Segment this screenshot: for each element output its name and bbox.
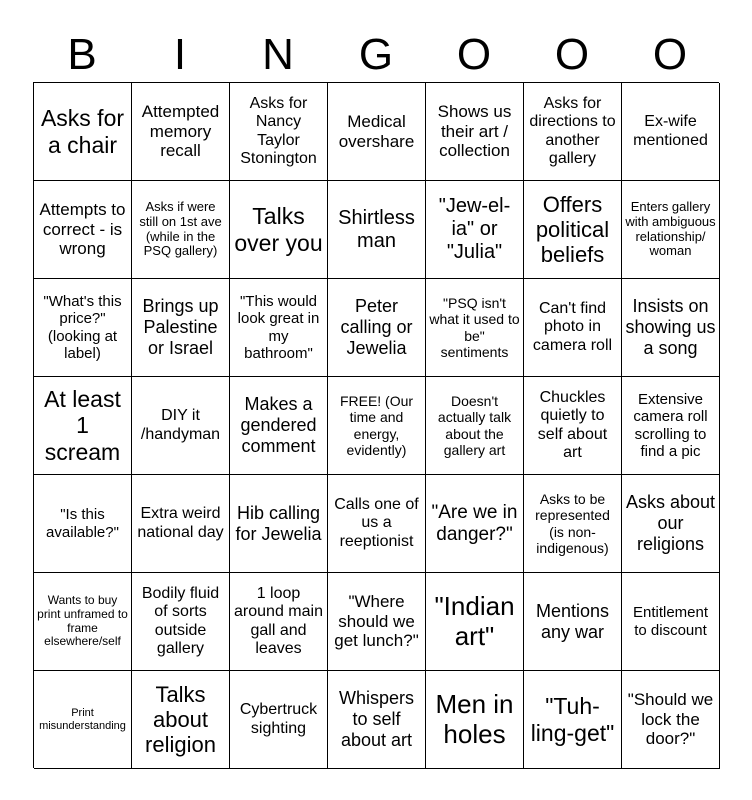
bingo-cell[interactable] <box>230 83 328 181</box>
bingo-cell[interactable] <box>328 573 426 671</box>
bingo-cell-text: Brings up Palestine or Israel <box>142 296 219 358</box>
bingo-cell[interactable] <box>328 83 426 181</box>
bingo-cell-text: Talks about religion <box>145 681 216 758</box>
bingo-cell-text: Asks about our religions <box>625 492 716 554</box>
bingo-cell[interactable] <box>622 83 720 181</box>
bingo-cell[interactable] <box>230 671 328 769</box>
bingo-cell-text: Mentions any war <box>535 600 610 642</box>
bingo-cell[interactable] <box>426 475 524 573</box>
bingo-cell-text: Hib calling for Jewelia <box>235 502 322 544</box>
bingo-cell[interactable] <box>230 377 328 475</box>
bingo-cell-text: Medical overshare <box>338 111 415 151</box>
bingo-cell-text: Shirtless man <box>338 206 415 252</box>
bingo-cell[interactable] <box>622 475 720 573</box>
bingo-cell[interactable] <box>230 573 328 671</box>
bingo-cell-text: "Indian art" <box>434 590 515 651</box>
bingo-grid <box>33 82 719 768</box>
bingo-cell[interactable] <box>328 475 426 573</box>
bingo-cell-text: Extra weird national day <box>137 505 224 541</box>
header-letter-1: B <box>67 30 97 79</box>
bingo-cell[interactable] <box>328 377 426 475</box>
bingo-cell[interactable] <box>622 377 720 475</box>
bingo-cell[interactable] <box>524 279 622 377</box>
bingo-cell[interactable] <box>328 279 426 377</box>
bingo-cell-text: "What's this price?" (looking at label) <box>43 293 122 362</box>
bingo-cell-text: Shows us their art / collection <box>437 102 512 161</box>
bingo-cell[interactable] <box>34 671 132 769</box>
bingo-cell-text: "Where should we get lunch?" <box>334 592 419 651</box>
bingo-cell-text: At least 1 scream <box>44 385 121 465</box>
bingo-cell[interactable] <box>230 279 328 377</box>
bingo-cell-text: Attempted memory recall <box>141 102 220 161</box>
bingo-cell[interactable] <box>132 279 230 377</box>
bingo-cell-text: FREE! (Our time and energy, evidently) <box>339 393 414 458</box>
bingo-cell[interactable] <box>34 83 132 181</box>
bingo-cell-text: Whispers to self about art <box>338 688 414 750</box>
bingo-cell-text: Asks for Nancy Taylor Stonington <box>240 94 317 167</box>
bingo-cell-text: Wants to buy print unframed to frame elsewhere/self <box>37 592 128 649</box>
bingo-cell-text: Talks over you <box>234 203 323 256</box>
header-letter-5: O <box>456 30 492 79</box>
bingo-cell-text: Makes a gendered comment <box>240 394 317 456</box>
bingo-cell[interactable] <box>34 279 132 377</box>
bingo-cell-text: Extensive camera roll scrolling to find a pic <box>633 391 708 460</box>
bingo-cell[interactable] <box>524 573 622 671</box>
bingo-cell-text: "PSQ isn't what it used to be" sentiments <box>429 295 520 360</box>
bingo-cell-text: "Should we lock the door?" <box>627 690 714 749</box>
bingo-cell-text: Bodily fluid of sorts outside gallery <box>141 584 220 657</box>
bingo-cell-text: Insists on showing us a song <box>625 296 716 358</box>
bingo-cell-text: Men in holes <box>435 688 514 749</box>
bingo-header <box>33 28 719 82</box>
bingo-cell-text: Peter calling or Jewelia <box>340 296 413 358</box>
bingo-cell[interactable] <box>132 181 230 279</box>
bingo-cell-text: Offers political beliefs <box>535 191 610 268</box>
bingo-cell[interactable] <box>230 475 328 573</box>
bingo-cell-text: DIY it /handyman <box>140 407 221 443</box>
bingo-cell[interactable] <box>426 83 524 181</box>
bingo-cell-text: "Tuh-ling-get" <box>530 693 615 746</box>
bingo-cell[interactable] <box>622 279 720 377</box>
bingo-cell-text: Attempts to correct - is wrong <box>39 200 126 259</box>
bingo-cell-text: Ex-wife mentioned <box>633 113 708 149</box>
bingo-cell[interactable] <box>622 181 720 279</box>
bingo-cell[interactable] <box>132 671 230 769</box>
bingo-cell-text: Entitlement to discount <box>632 604 709 639</box>
header-letter-4: G <box>358 30 394 79</box>
bingo-cell-text: Asks for directions to another gallery <box>529 94 616 167</box>
bingo-cell[interactable] <box>622 573 720 671</box>
bingo-cell[interactable] <box>426 671 524 769</box>
bingo-cell[interactable] <box>524 377 622 475</box>
bingo-cell[interactable] <box>524 181 622 279</box>
bingo-cell[interactable] <box>426 573 524 671</box>
bingo-cell[interactable] <box>132 573 230 671</box>
header-letter-7: O <box>652 30 688 79</box>
bingo-cell[interactable] <box>328 181 426 279</box>
bingo-cell-text: Asks if were still on 1st ave (while in the PSQ gallery) <box>139 198 222 259</box>
bingo-cell-text: "Are we in danger?" <box>431 501 518 545</box>
bingo-cell-text: "This would look great in my bathroom" <box>237 293 320 362</box>
bingo-cell-text: Asks to be represented (is non-indigenous) <box>535 491 610 556</box>
bingo-cell[interactable] <box>426 181 524 279</box>
header-letter-2: I <box>173 30 187 79</box>
bingo-cell[interactable] <box>34 181 132 279</box>
bingo-cell[interactable] <box>230 181 328 279</box>
bingo-cell[interactable] <box>328 671 426 769</box>
bingo-cell-text: Can't find photo in camera roll <box>532 299 613 354</box>
bingo-cell[interactable] <box>132 475 230 573</box>
bingo-cell-text: "Jew-el-ia" or "Julia" <box>438 195 511 263</box>
bingo-cell[interactable] <box>132 83 230 181</box>
bingo-cell[interactable] <box>34 377 132 475</box>
header-letter-6: O <box>554 30 590 79</box>
bingo-cell[interactable] <box>524 475 622 573</box>
bingo-cell[interactable] <box>34 573 132 671</box>
bingo-cell-text: Doesn't actually talk about the gallery art <box>437 393 512 458</box>
bingo-cell[interactable] <box>622 671 720 769</box>
bingo-cell-text: Cybertruck sighting <box>239 701 318 737</box>
bingo-cell[interactable] <box>132 377 230 475</box>
bingo-cell[interactable] <box>426 377 524 475</box>
bingo-cell-text: Asks for a chair <box>40 105 125 158</box>
bingo-cell-text: Chuckles quietly to self about art <box>537 388 608 461</box>
bingo-cell-text: Enters gallery with ambiguous relationship/ woman <box>625 198 716 259</box>
bingo-cell[interactable] <box>524 671 622 769</box>
bingo-cell-text: "Is this available?" <box>46 506 119 541</box>
header-letter-3: N <box>262 30 294 79</box>
bingo-cell[interactable] <box>34 475 132 573</box>
bingo-cell-text: 1 loop around main gall and leaves <box>234 584 323 657</box>
bingo-cell[interactable] <box>524 83 622 181</box>
bingo-cell-text: Calls one of us a reeptionist <box>334 495 419 550</box>
bingo-cell[interactable] <box>426 279 524 377</box>
bingo-cell-text: Print misunderstanding <box>39 706 126 732</box>
